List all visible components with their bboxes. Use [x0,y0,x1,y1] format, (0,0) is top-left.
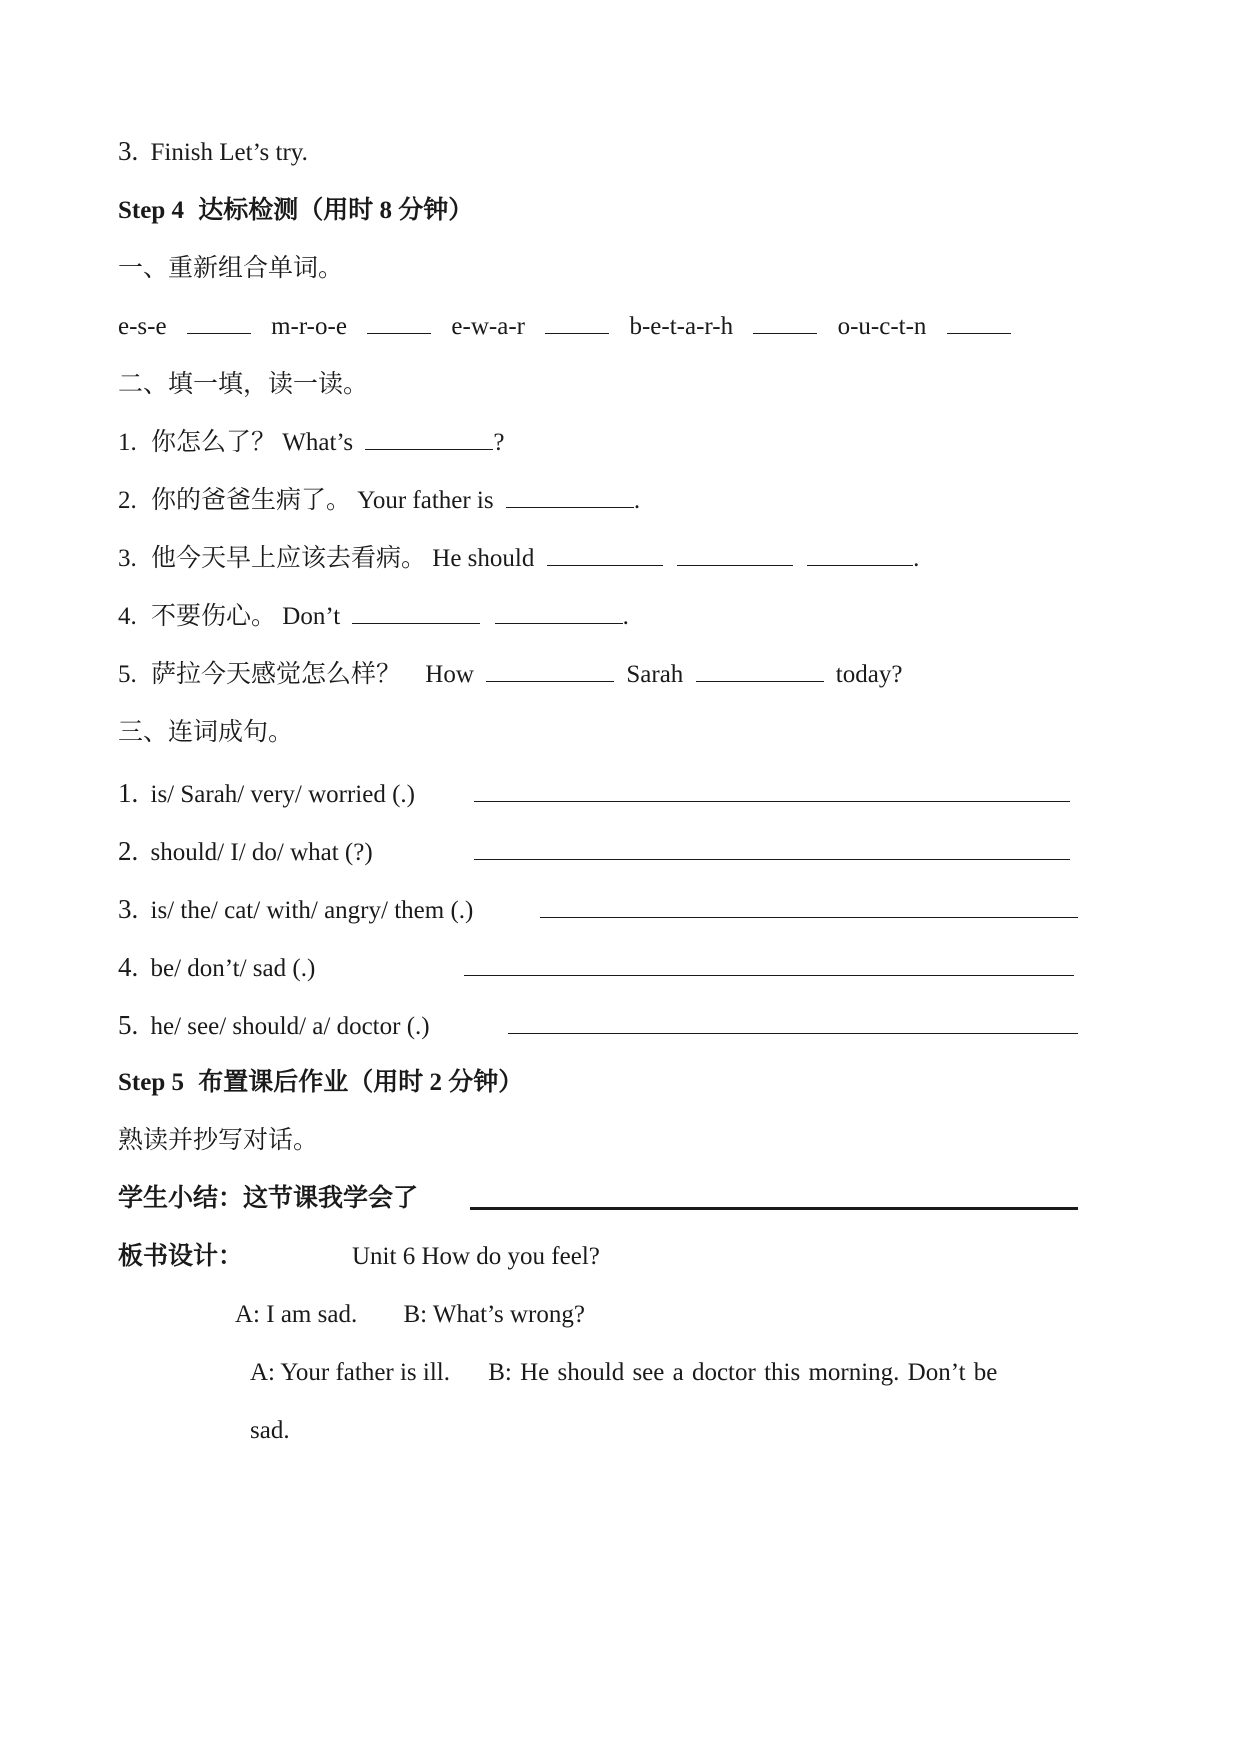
answer-blank[interactable] [495,622,623,624]
sentence-item: 3. is/ the/ cat/ with/ angry/ them (.) [118,894,474,924]
fill-item: 2. 你的爸爸生病了。 Your father is . [118,487,641,514]
answer-line[interactable] [474,858,1070,860]
step4-heading: Step 4 达标检测（用时 8 分钟） [118,197,474,224]
scramble-word: o-u-c-t-n [837,313,927,340]
board-line-1: A: I am sad. B: What’s wrong? [235,1301,585,1328]
answer-line[interactable] [508,1032,1078,1034]
answer-line[interactable] [464,974,1074,976]
answer-blank[interactable] [947,332,1011,334]
answer-line[interactable] [540,916,1078,918]
board-design-label: 板书设计： [118,1243,244,1270]
section1-title: 一、重新组合单词。 [118,255,344,282]
answer-blank[interactable] [677,564,793,566]
answer-blank[interactable] [486,680,614,682]
fill-item: 5. 萨拉今天感觉怎么样？ How Sarah today? [118,661,903,688]
answer-blank[interactable] [367,332,431,334]
answer-blank[interactable] [807,564,913,566]
sentence-item: 1. is/ Sarah/ very/ worried (.) [118,778,416,808]
sentence-item: 5. he/ see/ should/ a/ doctor (.) [118,1010,430,1040]
answer-blank[interactable] [506,506,634,508]
answer-blank[interactable] [545,332,609,334]
homework-text: 熟读并抄写对话。 [118,1127,319,1154]
fill-item: 1. 你怎么了？ What’s ? [118,429,505,456]
student-summary: 学生小结：这节课我学会了 [118,1185,419,1212]
scramble-word: e-s-e [118,313,167,340]
answer-blank[interactable] [352,622,480,624]
step5-heading: Step 5 布置课后作业（用时 2 分钟） [118,1069,524,1096]
sentence-item: 2. should/ I/ do/ what (?) [118,836,373,866]
section3-title: 三、连词成句。 [118,719,294,746]
answer-blank[interactable] [753,332,817,334]
board-line-3: sad. [250,1417,290,1444]
section2-title: 二、填一填，读一读。 [118,371,369,398]
board-line-2: A: Your father is ill. B: He should see a doctor this morning. Don’t be [250,1359,998,1386]
word-scramble-row [118,314,1011,339]
scramble-word: m-r-o-e [271,313,347,340]
summary-answer-line[interactable] [470,1206,1078,1210]
board-title: Unit 6 How do you feel? [352,1243,600,1270]
sentence-item: 4. be/ don’t/ sad (.) [118,952,316,982]
answer-blank[interactable] [365,448,493,450]
answer-blank[interactable] [696,680,824,682]
scramble-word: b-e-t-a-r-h [629,313,734,340]
answer-blank[interactable] [547,564,663,566]
answer-line[interactable] [474,800,1070,802]
try-line: 3. Finish Let’s try. [118,136,308,166]
fill-item: 3. 他今天早上应该去看病。 He should . [118,545,920,572]
answer-blank[interactable] [187,332,251,334]
fill-item: 4. 不要伤心。 Don’t . [118,603,629,630]
scramble-word: e-w-a-r [451,313,525,340]
